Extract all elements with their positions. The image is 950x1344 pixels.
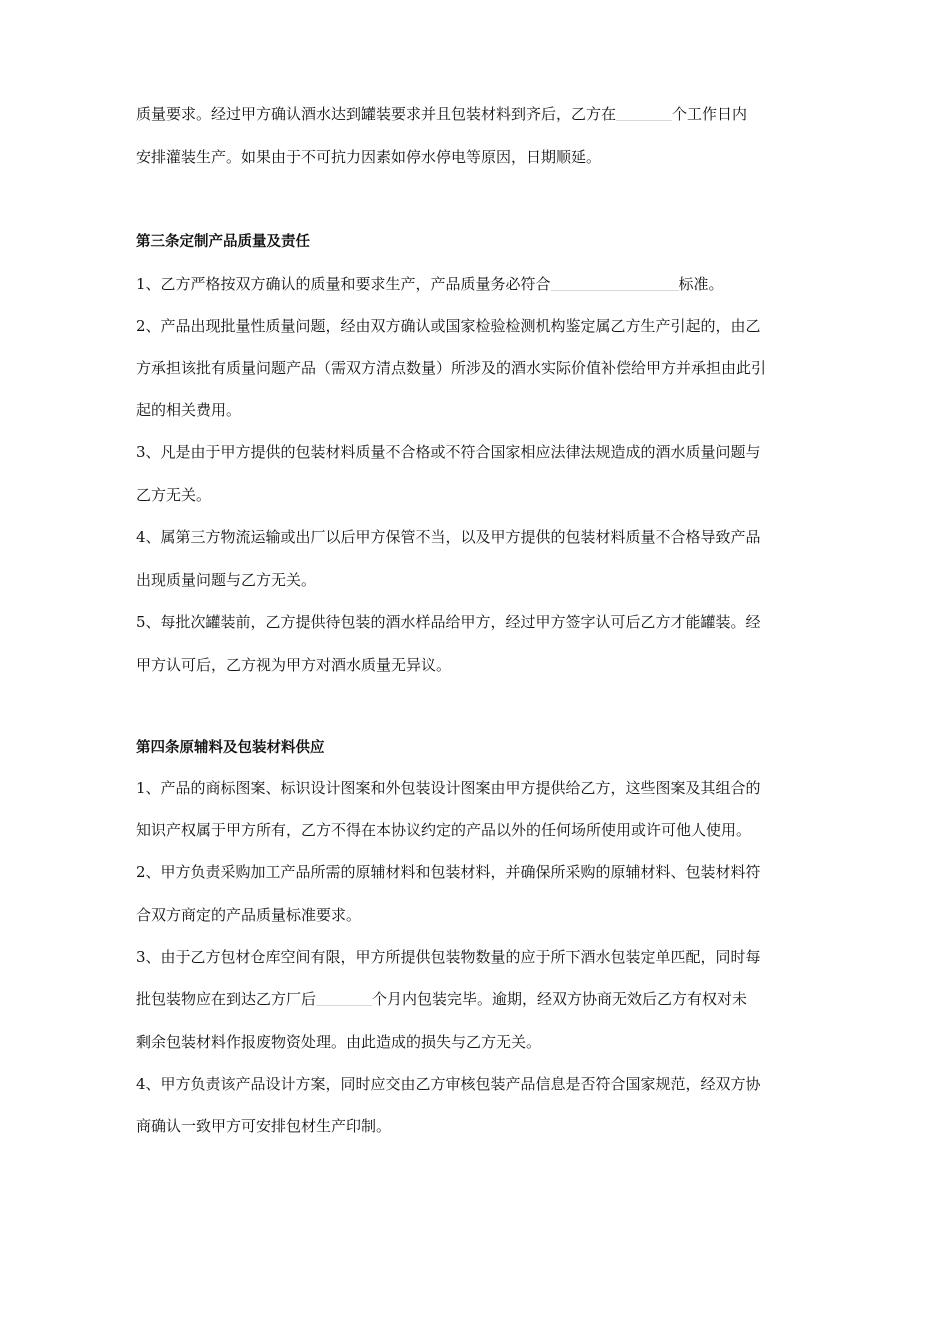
article-3-item-3-line-2: 乙方无关。 bbox=[136, 486, 212, 504]
article-4-item-4-line-1: 4、甲方负责该产品设计方案，同时应交由乙方审核包装产品信息是否符合国家规范，经双方协 bbox=[136, 1075, 761, 1093]
article-4-item-3-line-1: 3、由于乙方包材仓库空间有限，甲方所提供包装物数量的应于所下酒水包装定单匹配，同时每 bbox=[136, 948, 761, 966]
article-3-item-4-line-2: 出现质量问题与乙方无关。 bbox=[136, 571, 317, 589]
article-3-item-2-line-1: 2、产品出现批量性质量问题，经由双方确认或国家检验检测机构鉴定属乙方生产引起的，由乙 bbox=[136, 317, 761, 335]
article-4-heading: 第四条原辅料及包装材料供应 bbox=[136, 740, 325, 756]
intro-text-1a: 质量要求。经过甲方确认酒水达到罐装要求并且包装材料到齐后，乙方在 bbox=[136, 105, 617, 123]
article-4-item-3-line-3: 剩余包装材料作报废物资处理。由此造成的损失与乙方无关。 bbox=[136, 1033, 542, 1051]
article-4-item-2-line-2: 合双方商定的产品质量标准要求。 bbox=[136, 906, 362, 924]
article-3-item-5-line-2: 甲方认可后，乙方视为甲方对酒水质量无异议。 bbox=[136, 656, 452, 674]
article-3-item-5-line-1: 5、每批次罐装前，乙方提供待包装的酒水样品给甲方，经过甲方签字认可后乙方才能罐装。经 bbox=[136, 613, 761, 631]
article-4-item-2-line-1: 2、甲方负责采购加工产品所需的原辅材料和包装材料，并确保所采购的原辅材料、包装材料符 bbox=[136, 863, 761, 881]
article-4-item-3-line-2 bbox=[136, 989, 747, 1009]
article-4-item-4-line-2: 商确认一致甲方可安排包材生产印制。 bbox=[136, 1117, 392, 1135]
article-3-item-3-line-1: 3、凡是由于甲方提供的包装材料质量不合格或不符合国家相应法律法规造成的酒水质量问题与 bbox=[136, 443, 761, 461]
article-3-heading: 第三条定制产品质量及责任 bbox=[136, 234, 310, 250]
fill-blank-standard bbox=[551, 276, 679, 291]
intro-paragraph-line-2: 安排灌装生产。如果由于不可抗力因素如停水停电等原因，日期顺延。 bbox=[136, 148, 602, 166]
fill-blank-workdays bbox=[616, 106, 672, 121]
a4-item3-text-a: 批包装物应在到达乙方厂后 bbox=[136, 990, 317, 1008]
intro-text-1b: 个工作日内 bbox=[672, 105, 748, 123]
article-4-item-1-line-2: 知识产权属于甲方所有，乙方不得在本协议约定的产品以外的任何场所使用或许可他人使用。 bbox=[136, 821, 752, 839]
a3-item1-text-a: 1、乙方严格按双方确认的质量和要求生产，产品质量务必符合 bbox=[136, 275, 551, 293]
article-3-item-4-line-1: 4、属第三方物流运输或出厂以后甲方保管不当，以及甲方提供的包装材料质量不合格导致产品 bbox=[136, 528, 761, 546]
article-3-item-2-line-3: 起的相关费用。 bbox=[136, 401, 242, 419]
intro-paragraph-line-1 bbox=[136, 104, 747, 124]
fill-blank-months bbox=[316, 991, 372, 1006]
article-3-item-2-line-2: 方承担该批有质量问题产品（需双方清点数量）所涉及的酒水实际价值补偿给甲方并承担由此引 bbox=[136, 359, 767, 377]
a4-item3-text-b: 个月内包装完毕。逾期，经双方协商无效后乙方有权对未 bbox=[372, 990, 748, 1008]
a3-item1-text-b: 标准。 bbox=[678, 275, 724, 293]
article-3-item-1 bbox=[136, 274, 724, 294]
article-4-item-1-line-1: 1、产品的商标图案、标识设计图案和外包装设计图案由甲方提供给乙方，这些图案及其组合的 bbox=[136, 779, 761, 797]
